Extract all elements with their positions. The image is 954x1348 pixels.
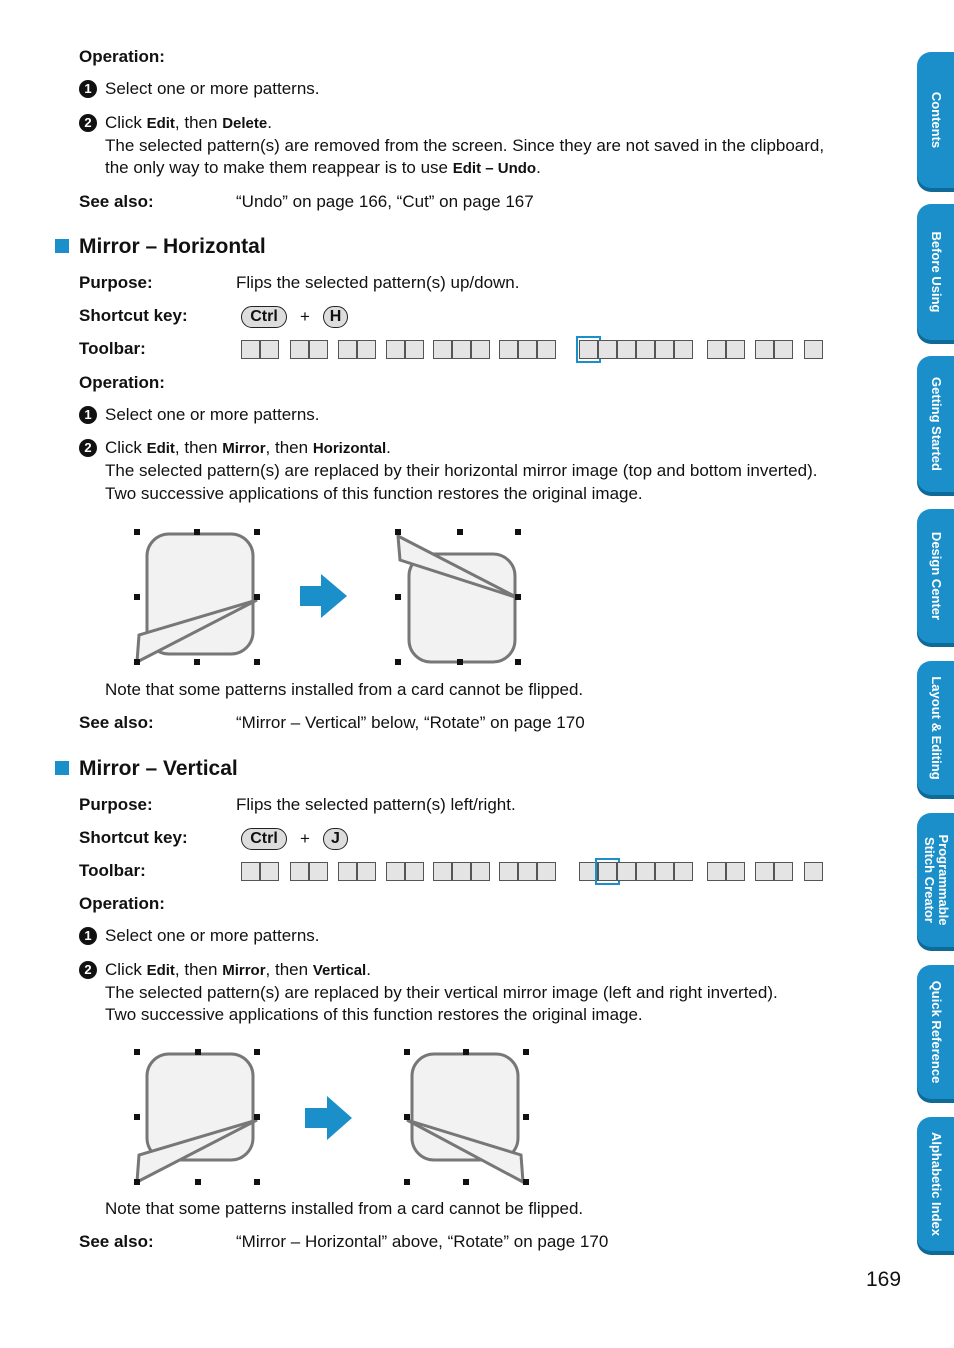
toolbar-button-icon [357, 340, 376, 359]
step-1-text: Select one or more patterns. [105, 405, 320, 424]
mirror-horizontal-illustration [125, 522, 535, 672]
see-also-label: See also: [79, 713, 154, 732]
tab-quick-reference[interactable] [917, 965, 954, 1099]
step-2-line-3: Two successive applications of this function restores the original image. [105, 1005, 643, 1024]
step-2-line-1: Click Edit, then Mirror, then Vertical. [105, 960, 371, 979]
note-text: Note that some patterns installed from a card cannot be flipped. [105, 1199, 584, 1218]
section-title-mirror-vertical: Mirror – Vertical [79, 757, 238, 780]
tab-getting-started[interactable] [917, 356, 954, 492]
purpose-text: Flips the selected pattern(s) up/down. [236, 273, 520, 292]
toolbar-label: Toolbar: [79, 861, 146, 880]
tab-label: Alphabetic Index [928, 1131, 944, 1237]
toolbar-button-icon [386, 862, 405, 881]
step-2-line-2: The selected pattern(s) are replaced by their vertical mirror image (left and right inverted). [105, 983, 778, 1002]
toolbar-button-icon [655, 340, 674, 359]
step-2-line-1: Click Edit, then Delete. [105, 113, 272, 132]
toolbar-button-icon [260, 862, 279, 881]
h-key: H [323, 306, 348, 328]
toolbar-button-icon [471, 862, 490, 881]
tab-layout-editing[interactable] [917, 661, 954, 795]
toolbar-button-icon [309, 862, 328, 881]
tab-label: Getting Started [928, 377, 944, 471]
toolbar-button-icon [338, 340, 357, 359]
step-2-line-3: the only way to make them reappear is to use Edit – Undo. [105, 158, 541, 177]
purpose-label: Purpose: [79, 795, 153, 814]
page-number: 169 [866, 1268, 902, 1291]
j-key: J [323, 828, 348, 850]
toolbar-label: Toolbar: [79, 339, 146, 358]
toolbar-button-icon [755, 340, 774, 359]
ctrl-key: Ctrl [241, 306, 287, 328]
toolbar-button-icon [452, 340, 471, 359]
original-pattern [137, 1054, 257, 1182]
section-title-mirror-horizontal: Mirror – Horizontal [79, 235, 266, 258]
toolbar-button-icon [338, 862, 357, 881]
tab-programmable-stitch-creator[interactable] [917, 813, 954, 947]
tab-label: Design Center [928, 531, 944, 621]
toolbar-button-icon [655, 862, 674, 881]
section-marker [55, 761, 69, 775]
step-number-2: 2 [79, 961, 97, 979]
see-also-text: “Undo” on page 166, “Cut” on page 167 [236, 192, 534, 211]
mirrored-pattern [407, 1054, 523, 1182]
plus-sign: + [300, 829, 310, 848]
step-1-text: Select one or more patterns. [105, 79, 320, 98]
see-also-label: See also: [79, 1232, 154, 1251]
operation-label: Operation: [79, 47, 165, 66]
toolbar-button-icon [755, 862, 774, 881]
toolbar-button-icon [598, 340, 617, 359]
toolbar-button-icon [518, 340, 537, 359]
tab-alphabetic-index[interactable] [917, 1117, 954, 1251]
toolbar-button-icon [707, 340, 726, 359]
shortcut-label: Shortcut key: [79, 306, 188, 325]
toolbar-button-icon [499, 862, 518, 881]
note-text: Note that some patterns installed from a card cannot be flipped. [105, 680, 584, 699]
step-number-2: 2 [79, 439, 97, 457]
toolbar-button-icon [537, 340, 556, 359]
toolbar-button-icon [674, 862, 693, 881]
mirror-vertical-illustration [125, 1042, 545, 1192]
step-number-1: 1 [79, 927, 97, 945]
step-2-line-2: The selected pattern(s) are replaced by their horizontal mirror image (top and bottom inverted). [105, 461, 818, 480]
operation-label: Operation: [79, 373, 165, 392]
step-2-line-2: The selected pattern(s) are removed from the screen. Since they are not saved in the clipboard, [105, 136, 825, 155]
tab-design-center[interactable] [917, 509, 954, 643]
toolbar-button-icon [405, 862, 424, 881]
toolbar-button-icon [804, 862, 823, 881]
purpose-label: Purpose: [79, 273, 153, 292]
toolbar-button-icon [405, 340, 424, 359]
toolbar-button-icon [290, 340, 309, 359]
toolbar-button-icon [636, 340, 655, 359]
toolbar-button-icon [357, 862, 376, 881]
operation-label: Operation: [79, 894, 165, 913]
toolbar-image [241, 862, 826, 884]
toolbar-image [241, 340, 826, 362]
toolbar-button-icon [471, 340, 490, 359]
toolbar-button-icon [290, 862, 309, 881]
purpose-text: Flips the selected pattern(s) left/right. [236, 795, 516, 814]
see-also-text: “Mirror – Vertical” below, “Rotate” on page 170 [236, 713, 585, 732]
toolbar-button-icon [674, 340, 693, 359]
toolbar-button-icon [774, 340, 793, 359]
step-number-1: 1 [79, 80, 97, 98]
see-also-text: “Mirror – Horizontal” above, “Rotate” on page 170 [236, 1232, 609, 1251]
toolbar-button-icon [707, 862, 726, 881]
toolbar-button-icon [726, 340, 745, 359]
tab-label: Layout & Editing [928, 676, 944, 780]
mirrored-pattern [398, 536, 518, 662]
step-2-line-1: Click Edit, then Mirror, then Horizontal. [105, 438, 391, 457]
toolbar-button-icon [386, 340, 405, 359]
toolbar-button-icon [537, 862, 556, 881]
toolbar-button-icon [452, 862, 471, 881]
arrow-right-icon [305, 1096, 352, 1140]
tab-contents[interactable] [917, 52, 954, 188]
toolbar-button-icon [241, 862, 260, 881]
toolbar-button-icon [774, 862, 793, 881]
ctrl-key: Ctrl [241, 828, 287, 850]
step-2-line-3: Two successive applications of this function restores the original image. [105, 484, 643, 503]
toolbar-button-icon [433, 862, 452, 881]
toolbar-button-icon [726, 862, 745, 881]
toolbar-button-icon [636, 862, 655, 881]
toolbar-button-icon [499, 340, 518, 359]
toolbar-button-icon [617, 340, 636, 359]
tab-before-using[interactable] [917, 204, 954, 340]
toolbar-button-icon [241, 340, 260, 359]
step-number-2: 2 [79, 114, 97, 132]
arrow-right-icon [300, 574, 347, 618]
toolbar-button-icon [804, 340, 823, 359]
tab-label: Programmable Stitch Creator [921, 834, 951, 926]
plus-sign: + [300, 307, 310, 326]
toolbar-button-icon [518, 862, 537, 881]
section-marker [55, 239, 69, 253]
toolbar-button-icon [260, 340, 279, 359]
tab-label: Quick Reference [928, 980, 944, 1084]
original-pattern [137, 534, 257, 662]
tab-label: Before Using [928, 231, 944, 313]
toolbar-button-icon [433, 340, 452, 359]
shortcut-label: Shortcut key: [79, 828, 188, 847]
step-1-text: Select one or more patterns. [105, 926, 320, 945]
toolbar-button-icon [309, 340, 328, 359]
step-number-1: 1 [79, 406, 97, 424]
tab-label: Contents [928, 91, 944, 149]
toolbar-button-icon [617, 862, 636, 881]
see-also-label: See also: [79, 192, 154, 211]
